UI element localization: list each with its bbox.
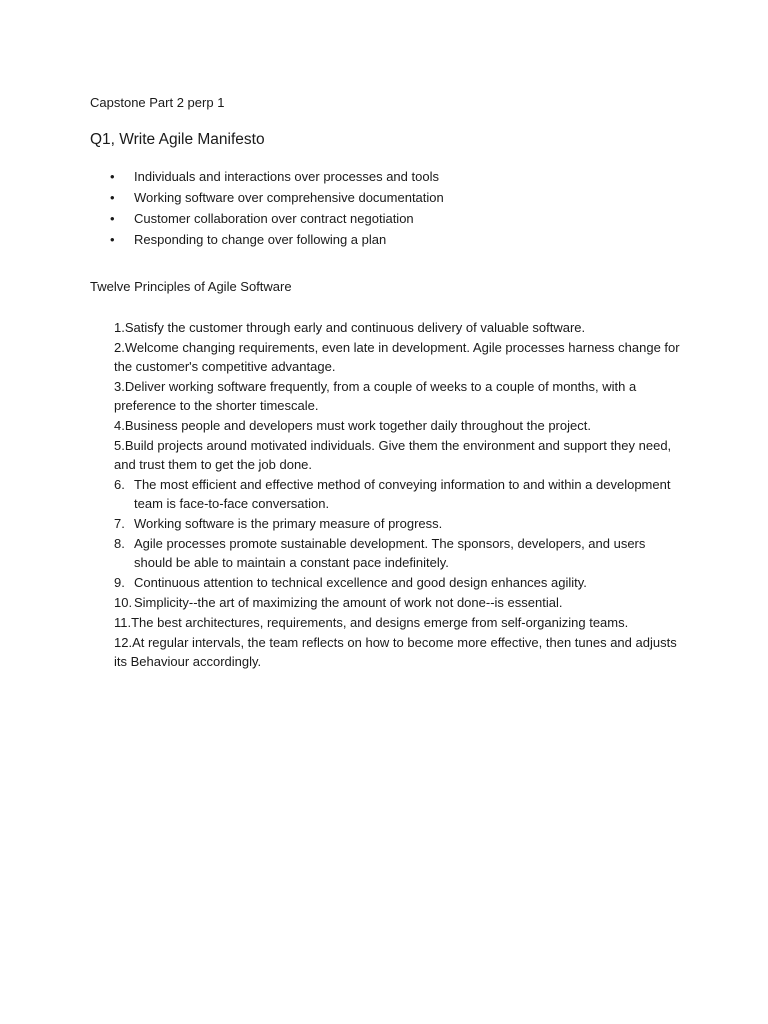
principle-text: The most efficient and effective method of conveying information to and within a development team is face-to-face conversation. [134, 477, 671, 511]
bullet-icon: • [110, 211, 115, 226]
principle-text: Agile processes promote sustainable development. The sponsors, developers, and users should be able to maintain a constant pace indefinitely. [134, 536, 646, 570]
principle-text: Simplicity--the art of maximizing the amount of work not done--is essential. [134, 595, 563, 610]
principle-number: 9. [114, 575, 125, 590]
principle-number: 11. [114, 615, 132, 630]
principle-number: 1. [114, 320, 125, 335]
principle-item [114, 633, 680, 671]
principle-number: 12. [114, 635, 133, 650]
principle-item [114, 613, 680, 632]
principles-heading: Twelve Principles of Agile Software [90, 279, 292, 294]
principle-number: 5. [114, 438, 125, 453]
principle-text: Working software is the primary measure of progress. [134, 516, 443, 531]
question-heading: Q1, Write Agile Manifesto [90, 131, 265, 148]
principle-item [114, 475, 680, 513]
principle-text: Business people and developers must work together daily throughout the project. [124, 418, 591, 433]
manifesto-value-text: Individuals and interactions over processes and tools [134, 169, 439, 184]
bullet-icon: • [110, 169, 115, 184]
principle-text: Satisfy the customer through early and continuous delivery of valuable software. [124, 320, 586, 335]
bullet-icon: • [110, 232, 115, 247]
manifesto-value-text: Customer collaboration over contract negotiation [134, 211, 414, 226]
principle-item [114, 573, 680, 592]
document-title: Capstone Part 2 perp 1 [90, 95, 225, 110]
principles-list [114, 318, 680, 672]
principle-item [114, 436, 680, 474]
principle-text: Welcome changing requirements, even late in development. Agile processes harness change for the customer's competitive advantage. [114, 340, 680, 374]
principle-text: Deliver working software frequently, from a couple of weeks to a couple of months, with a preference to the shorter timescale. [114, 379, 637, 413]
principle-number: 10. [114, 595, 133, 610]
principle-number: 6. [114, 477, 125, 492]
manifesto-value-item [110, 187, 444, 208]
principle-number: 4. [114, 418, 125, 433]
principle-text: At regular intervals, the team reflects on how to become more effective, then tunes and adjusts its Behaviour accordingly. [114, 635, 677, 669]
principle-item [114, 338, 680, 376]
principle-number: 8. [114, 536, 125, 551]
manifesto-value-item [110, 229, 444, 250]
bullet-icon: • [110, 190, 115, 205]
principle-item [114, 416, 680, 435]
manifesto-value-item [110, 166, 444, 187]
manifesto-values-list [110, 166, 444, 250]
principle-item [114, 593, 680, 612]
manifesto-value-item [110, 208, 444, 229]
principle-text: Continuous attention to technical excellence and good design enhances agility. [134, 575, 587, 590]
principle-item [114, 534, 680, 572]
manifesto-value-text: Responding to change over following a plan [134, 232, 387, 247]
principle-text: The best architectures, requirements, and designs emerge from self-organizing teams. [131, 615, 629, 630]
principle-number: 2. [114, 340, 125, 355]
manifesto-value-text: Working software over comprehensive documentation [134, 190, 444, 205]
principle-number: 7. [114, 516, 125, 531]
principle-item [114, 514, 680, 533]
principle-item [114, 318, 680, 337]
principle-number: 3. [114, 379, 125, 394]
principle-item [114, 377, 680, 415]
principle-text: Build projects around motivated individuals. Give them the environment and support they need, and trust them to get the job done. [114, 438, 672, 472]
